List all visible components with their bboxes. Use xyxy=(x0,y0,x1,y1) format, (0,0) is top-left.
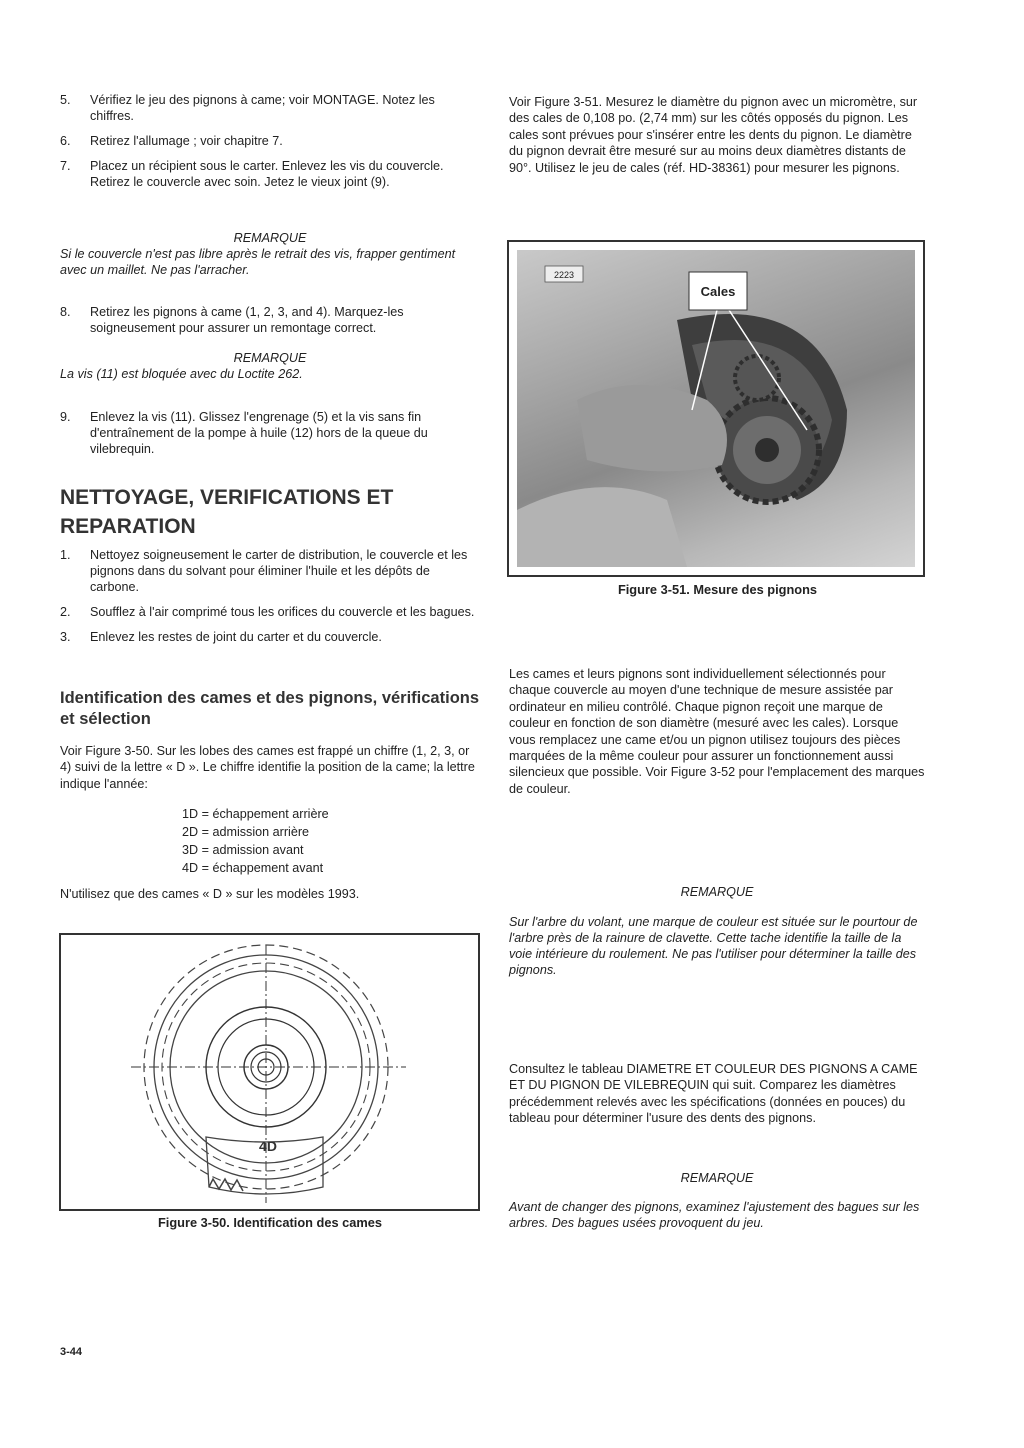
figure-3-51 xyxy=(507,240,925,577)
remark-text: Sur l'arbre du volant, une marque de couleur est située sur le pourtour de l'arbre près de la rainure de clavette. Cette tache identifie la taille de la voie intérieure du roulement. Ne pas l'utiliser pour déterminer la taille des pignons. xyxy=(509,915,918,977)
figure-id: 2223 xyxy=(553,270,575,280)
cam-code-1: 1D = échappement arrière xyxy=(182,807,329,821)
para-fig50: Voir Figure 3-50. Sur les lobes des cames est frappé un chiffre (1, 2, 3, or 4) suivi de la lettre « D ». Le chiffre identifie la position de la came; la lettre indique l'année: xyxy=(60,744,475,791)
cam-code-2: 2D = admission arrière xyxy=(182,825,310,839)
cam-code-3: 3D = admission avant xyxy=(182,843,304,857)
sub-heading: Identification des cames et des pignons, vérifications et sélection xyxy=(60,689,480,728)
cam-code-4: 4D = échappement avant xyxy=(182,861,324,875)
remark-1 xyxy=(60,230,480,278)
step-9: 9. Enlevez la vis (11). Glissez l'engrenage (5) et la vis sans fin d'entraînement de la pompe à huile (12) hors de la queue du vilebrequin. xyxy=(60,410,428,456)
page-number: 3-44 xyxy=(60,1346,83,1358)
para-table: Consultez le tableau DIAMETRE ET COULEUR DES PIGNONS A CAME ET DU PIGNON DE VILEBREQUIN qui suit. Comparez les diamètres précédemment relevés avec les spécifications (données en pouces) du tableau pour déterminer l'usure des dents des pignons. xyxy=(509,1062,918,1126)
clean-step-1: 1. Nettoyez soigneusement le carter de distribution, le couvercle et les pignons dans du solvant pour éliminer l'huile et les dépôts de carbone. xyxy=(60,548,468,594)
gear-photo xyxy=(517,250,915,567)
remark-4 xyxy=(509,1170,925,1231)
cam-codes xyxy=(182,805,482,877)
figure-3-51-caption: Figure 3-51. Mesure des pignons xyxy=(617,582,818,597)
remark-text: Avant de changer des pignons, examinez l'ajustement des bagues sur les arbres. Des bagues usées provoquent du jeu. xyxy=(509,1200,920,1230)
remark-text: Si le couvercle n'est pas libre après le retrait des vis, frapper gentiment avec un maillet. Ne pas l'arracher. xyxy=(60,247,456,277)
gear-photo-art xyxy=(517,250,915,567)
remark-label: REMARQUE xyxy=(680,885,754,899)
remark-label: REMARQUE xyxy=(233,351,307,365)
step-8-block xyxy=(60,304,480,345)
step-8: 8. Retirez les pignons à came (1, 2, 3, and 4). Marquez-les soigneusement pour assurer un remontage correct. xyxy=(60,305,404,335)
clean-step-2: 2. Soufflez à l'air comprimé tous les orifices du couvercle et les bagues. xyxy=(60,605,475,619)
cales-callout: Cales xyxy=(700,284,736,299)
para-1993: N'utilisez que des cames « D » sur les modèles 1993. xyxy=(60,887,360,901)
remark-3 xyxy=(509,884,925,978)
figure-3-50 xyxy=(59,933,480,1211)
cam-diagram xyxy=(61,935,478,1209)
step-5: 5. Vérifiez le jeu des pignons à came; voir MONTAGE. Notez les chiffres. xyxy=(60,93,435,123)
clean-step-3: 3. Enlevez les restes de joint du carter et du couvercle. xyxy=(60,630,382,644)
remark-label: REMARQUE xyxy=(233,231,307,245)
remark-label: REMARQUE xyxy=(680,1171,754,1185)
remark-2 xyxy=(60,350,480,382)
cleaning-steps xyxy=(60,547,480,654)
cam-label-4d: 4D xyxy=(259,1138,277,1154)
step-7: 7. Placez un récipient sous le carter. Enlevez les vis du couvercle. Retirez le couvercle avec soin. Jetez le vieux joint (9). xyxy=(60,159,444,189)
step-6: 6. Retirez l'allumage ; voir chapitre 7. xyxy=(60,134,283,148)
remark-text: La vis (11) est bloquée avec du Loctite 262. xyxy=(60,367,303,381)
step-9-block xyxy=(60,409,480,466)
figure-3-50-caption: Figure 3-50. Identification des cames xyxy=(157,1215,382,1230)
para-colors: Les cames et leurs pignons sont individuellement sélectionnés pour chaque couvercle au moyen d'une technique de mesure assistée par ordinateur en milieu contrôlé. Chaque pignon reçoit une marque de couleur en fonction de son diamètre (mesuré avec les cales). Lorsque vous remplacez une came et/ou un pignon utilisez toujours des pièces marquées de la même couleur pour assurer un fonctionnement aussi silencieux que possible. Voir Figure 3-52 pour l'emplacement des marques de couleur. xyxy=(509,667,925,796)
para-fig51: Voir Figure 3-51. Mesurez le diamètre du pignon avec un micromètre, sur des cales de 0,108 po. (2,74 mm) sur les côtés opposés du pignon. Les cales sont prévues pour s'insérer entre les dents du pignon. Le diamètre du pignon devrait être mesuré sur au moins deux diamètres distants de 90°. Utilisez le jeu de cales (réf. HD-38361) pour mesurer les pignons. xyxy=(509,95,918,175)
section-heading: NETTOYAGE, VERIFICATIONS ET REPARATION xyxy=(60,486,394,538)
steps-5-7 xyxy=(60,92,480,199)
